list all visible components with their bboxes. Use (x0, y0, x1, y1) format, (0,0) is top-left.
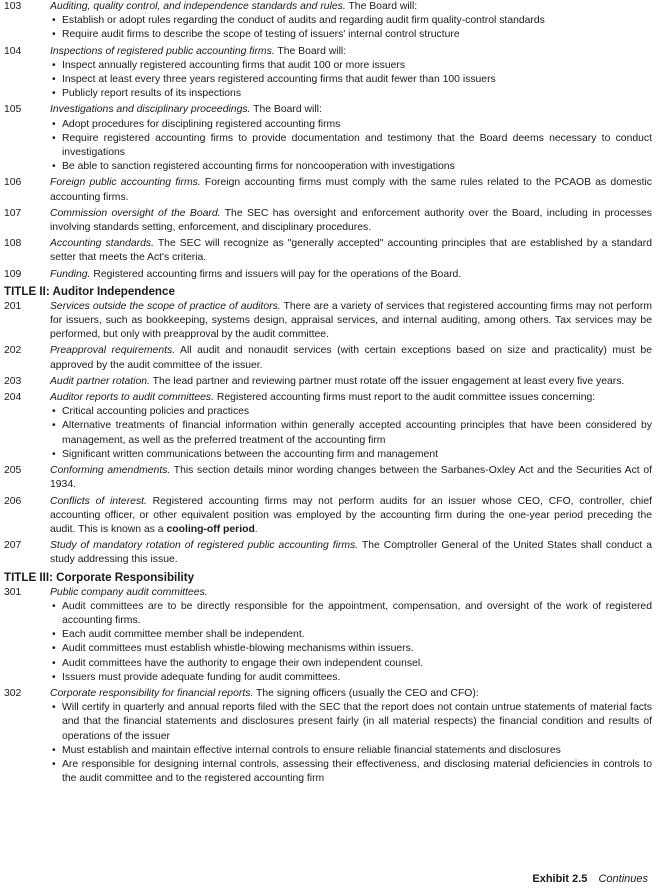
section-number: 205 (4, 465, 22, 477)
section-body (50, 375, 652, 389)
section-body (50, 539, 652, 567)
bullet-item: • Inspect annually registered accounting firms that audit 100 or more issuers (50, 59, 652, 73)
bullet-item: • Require audit firms to describe the scope of testing of issuers' internal control structure (50, 28, 652, 42)
section-302 (4, 687, 652, 786)
bullet-item: • Inspect at least every three years registered accounting firms that audit fewer than 100 issuers (50, 73, 652, 87)
section-paragraph (50, 687, 652, 701)
section-heading: Corporate responsibility for financial reports. (50, 687, 254, 699)
section-paragraph (50, 495, 652, 538)
section-heading: Investigations and disciplinary proceedings. (50, 104, 251, 116)
section-number: 206 (4, 495, 22, 507)
section-105 (4, 103, 652, 174)
section-106 (4, 176, 652, 204)
section-number: 204 (4, 392, 22, 404)
section-paragraph (50, 45, 652, 59)
title-ii-sections (4, 300, 652, 568)
bullet-item: • Will certify in quarterly and annual reports filed with the SEC that the report does not contain untrue statements of material facts and that the financial statements and disclosures present fairly (in all material respects) the financial condition and results of operations of the issuer (50, 701, 652, 744)
section-202 (4, 344, 652, 372)
section-paragraph (50, 391, 652, 405)
section-text: The Comptroller General of the United States shall conduct a study addressing this issue. (50, 540, 652, 566)
section-text: The Board will: (345, 1, 418, 12)
bullet-item: • Are responsible for designing internal controls, assessing their effectiveness, and disclosing material deficiencies in controls to the audit committee and to the registered accounting firm (50, 758, 652, 786)
section-body (50, 268, 652, 282)
section-text: Foreign accounting firms must comply with the same rules related to the PCAOB as domestic accounting firms. (50, 177, 652, 203)
bullet-item: • Critical accounting policies and practices (50, 405, 652, 419)
section-number: 108 (4, 238, 22, 250)
section-paragraph (50, 344, 652, 372)
section-text-after: . (254, 523, 258, 535)
section-301 (4, 586, 652, 685)
bullet-item: • Audit committees are to be directly responsible for the appointment, compensation, and oversight of the work of registered accounting firms. (50, 600, 652, 628)
section-body (50, 464, 652, 492)
section-number: 105 (4, 104, 22, 116)
section-body (50, 0, 652, 43)
title-ii-heading: TITLE II: Auditor Independence (4, 284, 175, 298)
section-paragraph (50, 103, 652, 117)
section-text: Registered accounting firms may not perform audits for an issuer whose CEO, CFO, controller, chief accounting officer, or other equivalent position was employed by the accounting firm during the one-year period preceding the audit. This is known as a (50, 495, 652, 535)
section-text: The SEC has oversight and enforcement authority over the Board, including in processes involving standards setting, enforcement, and disciplinary procedures. (50, 207, 653, 234)
bullet-item: • Audit committees have the authority to engage their own independent counsel. (50, 657, 652, 671)
section-heading: Preapproval requirements. (50, 345, 176, 357)
bullet-item: • Establish or adopt rules regarding the conduct of audits and regarding audit firm quality-control standards (50, 14, 652, 28)
bullet-item: • Alternative treatments of financial information within generally accepted accounting principles that have been considered by management, as well as the preferred treatment of the accounting firm (50, 419, 652, 447)
section-body (50, 586, 652, 685)
section-text: Registered accounting firms and issuers will pay for the operations of the Board. (90, 268, 462, 280)
section-number: 202 (4, 345, 22, 357)
section-text: The Board will: (250, 104, 322, 116)
section-body (50, 103, 652, 174)
title-i-sections (4, 0, 652, 282)
section-paragraph (50, 464, 652, 492)
section-body (50, 391, 652, 462)
section-number: 109 (4, 268, 22, 280)
section-paragraph (50, 300, 652, 343)
section-paragraph (50, 268, 652, 282)
section-207 (4, 539, 652, 567)
section-number: 104 (4, 45, 22, 57)
exhibit-footer (532, 872, 648, 886)
section-heading: Conforming amendments. (50, 465, 171, 477)
section-204 (4, 391, 652, 462)
section-body (50, 344, 652, 372)
section-text: There are a variety of services that registered accounting firms may not perform for issuers, such as bookkeeping, systems design, appraisal services, and internal auditing, among others. Tax services may be performed, but only with preapproval by the audit committee. (50, 300, 652, 341)
section-paragraph (50, 586, 652, 600)
bullet-item: • Be able to sanction registered accounting firms for noncooperation with investigations (50, 160, 652, 174)
section-104 (4, 45, 652, 102)
section-text: This section details minor wording changes between the Sarbanes-Oxley Act and the Securities Act of 1934. (50, 465, 652, 491)
section-term: cooling-off period (166, 523, 255, 535)
section-text: The SEC will recognize as "generally accepted" accounting principles that are established by a standard setter that meets the Act's criteria. (50, 238, 652, 264)
section-number: 207 (4, 540, 22, 552)
section-206 (4, 495, 652, 538)
section-number: 106 (4, 177, 22, 189)
section-body (50, 687, 652, 786)
section-number: 302 (4, 687, 22, 699)
bullet-item: • Audit committees must establish whistle-blowing mechanisms within issuers. (50, 642, 652, 656)
section-number: 203 (4, 375, 22, 387)
section-heading: Study of mandatory rotation of registered public accounting firms. (50, 540, 359, 552)
section-heading: Auditing, quality control, and independence standards and rules. (50, 1, 346, 12)
section-number: 107 (4, 207, 22, 219)
exhibit-label: Exhibit 2.5 (532, 872, 588, 885)
section-body (50, 300, 652, 343)
continues-label: Continues (598, 872, 648, 885)
section-text: The signing officers (usually the CEO and CFO): (253, 687, 479, 699)
section-108 (4, 237, 652, 265)
title-iii-sections (4, 586, 652, 787)
section-paragraph (50, 539, 652, 567)
section-103 (4, 0, 652, 43)
section-paragraph (50, 0, 652, 14)
section-heading: Conflicts of interest. (50, 495, 147, 507)
section-203 (4, 375, 652, 389)
bullet-item: • Must establish and maintain effective internal controls to ensure reliable financial statements and disclosures (50, 744, 652, 758)
section-body (50, 45, 652, 102)
section-heading: Commission oversight of the Board. (50, 207, 221, 219)
section-text: The lead partner and reviewing partner must rotate off the issuer engagement at least every five years. (149, 375, 625, 387)
bullet-item: • Issuers must provide adequate funding for audit committees. (50, 671, 652, 685)
section-heading: Public company audit committees. (50, 586, 208, 598)
bullet-item: • Adopt procedures for disciplining registered accounting firms (50, 118, 652, 132)
section-paragraph (50, 375, 652, 389)
bullet-item: • Require registered accounting firms to provide documentation and testimony that the Board deems necessary to conduct investigations (50, 132, 652, 160)
section-body (50, 207, 652, 235)
section-text: The Board will: (274, 45, 347, 57)
section-text: Registered accounting firms must report to the audit committee issues concerning: (214, 392, 596, 404)
section-107 (4, 207, 652, 235)
section-body (50, 495, 652, 538)
bullet-item: • Significant written communications between the accounting firm and management (50, 448, 652, 462)
section-paragraph (50, 237, 652, 265)
section-heading: Funding. (50, 268, 91, 280)
section-body (50, 237, 652, 265)
section-heading: Audit partner rotation. (50, 375, 150, 387)
section-heading: Accounting standards. (50, 238, 154, 250)
section-heading: Foreign public accounting firms. (50, 177, 201, 189)
bullet-item: • Each audit committee member shall be independent. (50, 628, 652, 642)
section-paragraph (50, 207, 652, 235)
section-heading: Auditor reports to audit committees. (50, 392, 215, 404)
section-heading: Inspections of registered public accounting firms. (50, 45, 275, 57)
section-heading: Services outside the scope of practice of auditors. (50, 300, 281, 312)
title-iii-heading: TITLE III: Corporate Responsibility (4, 570, 195, 584)
section-text: All audit and nonaudit services (with certain exceptions based on size and practicality) must be approved by the audit committee of the issuer. (50, 345, 652, 371)
section-paragraph (50, 176, 652, 204)
section-205 (4, 464, 652, 492)
section-number: 103 (4, 1, 22, 12)
section-number: 301 (4, 586, 22, 598)
section-109 (4, 268, 652, 282)
section-body (50, 176, 652, 204)
section-number: 201 (4, 300, 22, 312)
bullet-item: • Publicly report results of its inspections (50, 87, 652, 101)
section-201 (4, 300, 652, 343)
